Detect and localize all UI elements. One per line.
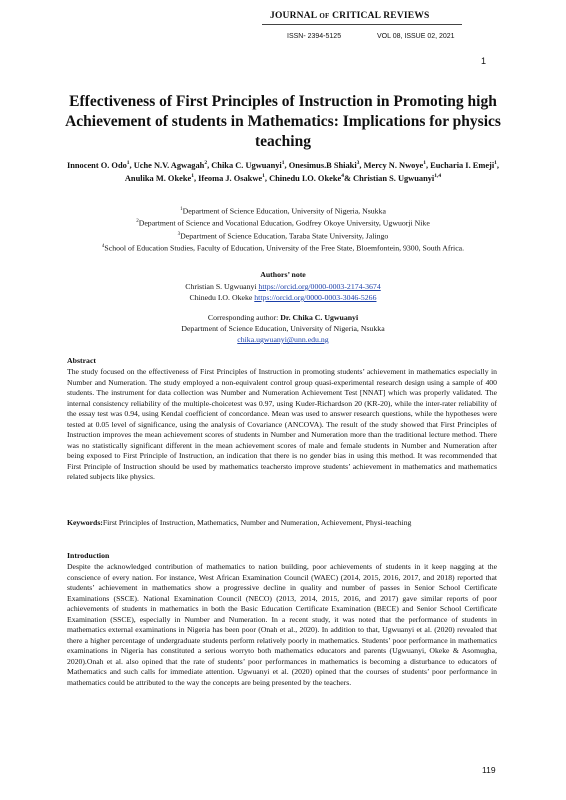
orcid-link[interactable]: https://orcid.org/0000-0003-2174-3674: [258, 282, 381, 291]
affiliation: [70, 230, 496, 242]
affiliation: [70, 217, 496, 229]
corresponding-author: [0, 313, 566, 322]
orcid-line: [0, 293, 566, 302]
author-separator: ,: [264, 174, 267, 184]
journal-name-part2: CRITICAL REVIEWS: [332, 11, 430, 21]
author: [364, 161, 431, 170]
author: [269, 174, 351, 183]
author: [198, 174, 267, 183]
author-name: Ifeoma J. Osakwe: [198, 174, 263, 184]
author-name: Christian S. Ugwuanyi: [353, 174, 435, 184]
keywords-label: Keywords:: [67, 518, 103, 527]
corresponding-name: Dr. Chika C. Ugwuanyi: [280, 313, 359, 322]
author-affiliation-marker: 3: [356, 160, 360, 166]
author-separator: &: [343, 174, 351, 184]
author-name: Chika C. Ugwuanyi: [211, 160, 282, 170]
author-name: Anulika M. Okeke: [124, 174, 192, 184]
author-name: Eucharia I. Emeji: [430, 160, 495, 170]
author-separator: ,: [496, 160, 499, 170]
author: [134, 161, 212, 170]
affiliation-text: Department of Science Education, Taraba State University, Jalingo: [180, 231, 389, 241]
author-affiliation-marker: 1: [191, 173, 194, 180]
affiliation-list: [70, 205, 496, 255]
orcid-author-name: Christian S. Ugwuanyi: [185, 282, 257, 291]
affiliation: [70, 242, 496, 254]
author: [289, 161, 364, 170]
corresponding-label: Corresponding author:: [207, 313, 281, 322]
author: [353, 174, 441, 183]
author: [211, 161, 286, 170]
author-affiliation-marker: 1: [494, 160, 497, 166]
corresponding-department: Department of Science Education, University of Nigeria, Nsukka: [181, 324, 385, 333]
authors-note-heading: Authors’ note: [260, 270, 306, 279]
author: [67, 161, 134, 170]
author-affiliation-marker: 1: [423, 160, 426, 166]
affiliation-marker: 2: [136, 219, 139, 225]
affiliation-text: Department of Science Education, University of Nigeria, Nsukka: [182, 206, 386, 216]
introduction-heading: Introduction: [67, 551, 110, 560]
author-name: Innocent O. Odo: [66, 160, 127, 170]
author-affiliation-marker: 1: [262, 173, 265, 180]
journal-header: [270, 11, 430, 21]
issn: ISSN- 2394-5125: [287, 33, 342, 40]
author-list: [62, 158, 504, 185]
corresponding-email-line: [0, 335, 566, 344]
author-affiliation-marker: 4: [341, 173, 344, 180]
keywords-text: First Principles of Instruction, Mathematics, Number and Numeration, Achievement, Physi-teaching: [102, 518, 412, 527]
affiliation-marker: 4: [101, 244, 105, 250]
orcid-link[interactable]: https://orcid.org/0000-0003-3046-5266: [254, 293, 377, 302]
author-separator: ,: [284, 160, 287, 170]
author-separator: ,: [359, 160, 364, 170]
orcid-author-name: Chinedu I.O. Okeke: [189, 293, 253, 302]
affiliation-text: Department of Science and Vocational Education, Godfrey Okoye University, Ugwuorji Nike: [138, 218, 430, 228]
affiliation-marker: 1: [180, 207, 183, 212]
affiliation-marker: 3: [177, 231, 181, 237]
journal-name-part1: JOURNAL: [270, 11, 317, 21]
author: [125, 174, 198, 183]
paper-title: Effectiveness of First Principles of Instruction in Promoting high Achievement of students in Mathematics: Implications for physics teaching: [65, 93, 501, 150]
header-divider: [262, 24, 462, 25]
author-separator: ,: [193, 174, 199, 184]
author-separator: ,: [129, 160, 134, 170]
author-affiliation-marker: 2: [204, 160, 208, 166]
author-separator: ,: [425, 160, 431, 170]
volume-issue: VOL 08, ISSUE 02, 2021: [377, 33, 455, 40]
author-affiliation-marker: 1: [126, 160, 130, 166]
author-name: Uche N.V. Agwagah: [133, 160, 205, 170]
corresponding-email[interactable]: chika.ugwuanyi@unn.edu.ng: [237, 335, 329, 344]
author-separator: ,: [207, 160, 212, 170]
keywords: [67, 518, 497, 529]
affiliation: [70, 205, 496, 217]
author-name: Onesimus.B Shiaki: [288, 160, 357, 170]
page-number-bottom: 119: [482, 765, 496, 775]
author: [430, 161, 499, 170]
author-affiliation-marker: 1: [281, 160, 285, 166]
affiliation-text: School of Education Studies, Faculty of Education, University of the Free State, Bloemfontein, 9300, South Africa.: [104, 243, 465, 253]
author-name: Mercy N. Nwoye: [363, 160, 424, 170]
author-affiliation-marker: 1,4: [434, 173, 442, 180]
introduction-text: Despite the acknowledged contribution of mathematics to nation building, poor achievements of students in it keep nagging at the conscience of every nation. For instance, West African Examination Council (WAEC) (2014, 2015, 2016, 2017, and 2018) reported that students’ achievement in mathematics show a progressive decline in quality and number of passes in Senior School Certificate Examinations (SSCE). National Examination Council (NECO) (2013, 2014, 2015, 2016, and 2017) gave similar reports of poor achievements of students in mathematics in both the Basic Education Certificate Examination (BECE) and Senior School Certificate Examination (SSCE), especially in Number and Numeration. In a recent study, it was noted that the performance of students in mathematics external examinations in Nigeria has been poor (Onah et al., 2020). In addition to that, Ugwuanyi et al. (2020) revealed that there a higher percentage of undergraduate students perform relatively poorly in mathematics. Students’ poor performance in mathematics examinations in Nigeria has constituted a serious worryto both mathematics educators and parents (Ugwuanyi, Okeke & Asomugha, 2020).Onah et al. also opined that the rate of students’ poor performances in mathematics is becoming a disturbance to educators of Mathematics and such calls for immediate attention. Ugwuanyi et al. (2020) opined that the courses of students’ poor performance in mathematics could be attributed to the way the concepts are being presented by the teachers.: [67, 562, 497, 687]
journal-name-of: OF: [319, 12, 330, 20]
abstract-text: The study focused on the effectiveness of First Principles of Instruction in promoting students’ achievement in mathematics especially in Number and Numeration. The study employed a non-equivalent control group quasi-experimental research design using a sample of 400 students. The instrument for data collection was Number and Numeration Achievement Test [NNAT] which was properly validated. The internal consistency reliability of the multiple-choicetest was 0.97, using Kuder-Richardson 20 (KR-20), while the inter-rater reliability of the essay test was 0.94, using Kendal coefficient of concordance. Mean was used to answer research questions, while the hypotheses were tested at 0.05 level of significance, using the analysis of Covariance (ANCOVA). The result of the study showed that First Principles of Instruction improves the mean achievement scores of students in Number and Numeration more than the traditional lecture method. There was no statistically significant different in the mean achievement scores of male and female students in Number and Numeration after being exposed to First Principle of Instruction, an indication that there is no gender bias in using this method. It was recommended that First Principle of Instruction should be used by mathematics teachersto improve students’ achievement in mathematics and mathematics related subjects like physics.: [67, 367, 497, 481]
author-name: Chinedu I.O. Okeke: [269, 174, 342, 184]
orcid-line: [0, 282, 566, 291]
page-number-top: 1: [481, 56, 487, 66]
abstract-heading: Abstract: [67, 356, 97, 365]
